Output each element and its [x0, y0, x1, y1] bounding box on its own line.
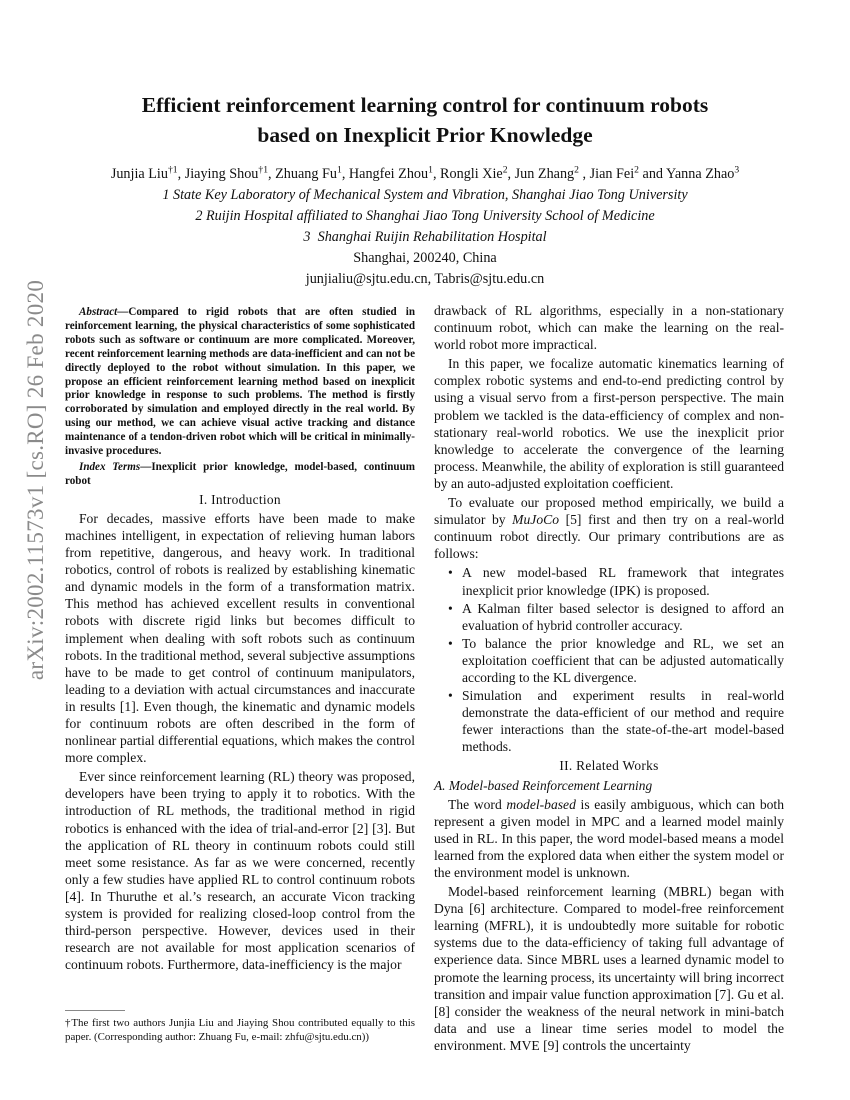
- abstract-text: —Compared to rigid robots that are often studied in reinforcement learning, the physical characteristics of some sophisticated robots such as software or continuum are more complicated. Moreover, recent reinforcement learning methods are data-inefficient and can not be directly deployed to the robot without simulation. In this paper, we propose an efficient reinforcement learning method based on inexplicit prior knowledge in response to such problems. The method is firstly corroborated by simulation and employed directly in the real world. By using our method, we can achieve visual active tracking and distance maintenance of a tendon-driven robot which will be critical in minimally-invasive procedures.: [65, 306, 415, 458]
- list-item: [448, 687, 784, 755]
- contact-emails: junjialiu@sjtu.edu.cn, Tabris@sjtu.edu.cn: [305, 271, 545, 287]
- author: Rongli Xie: [440, 166, 503, 182]
- paragraph: drawback of RL algorithms, especially in a non-stationary continuum robot, which can make the learning on the real-world robot more impractical.: [434, 303, 784, 353]
- footnote: †The first two authors Junjia Liu and Jiaying Shou contributed equally to this paper. (Corresponding author: Zhuang Fu, e-mail: zhfu@sjtu.edu.cn)): [65, 1017, 415, 1043]
- list-item-text: A Kalman filter based selector is designed to afford an evaluation of hybrid controller accuracy.: [462, 600, 784, 633]
- paragraph: Ever since reinforcement learning (RL) theory was proposed, developers have been trying to apply it to robotics. With the introduction of RL methods, the traditional method in rigid robotics is enhanced with the idea of trial-and-error [2] [3]. But the application of RL theory in continuum robots could still meet some resistance. As far as we were concerned, recently only a few studies have applied RL to control continuum robots [4]. In Thuruthe et al.’s research, an accurate Vicon tracking system is provided for realizing closed-loop control from the third-person perspective. However, devices used in their research are not available for most application scenarios of continuum robots. Furthermore, data-inefficiency is the major: [65, 769, 415, 973]
- text-run: To evaluate our proposed method empirically, we build a simulator by: [434, 495, 784, 528]
- title-line-1: Efficient reinforcement learning control for continuum robots: [141, 93, 709, 117]
- author-mark: 3: [734, 164, 740, 176]
- right-column: [434, 302, 784, 1056]
- affiliation-3: [40, 227, 810, 248]
- section-heading-related-works: II. Related Works: [559, 758, 659, 774]
- emphasis: MuJoCo: [512, 512, 559, 528]
- affiliation-1: [40, 185, 810, 206]
- author-list: Junjia Liu$^{\dagger 1}$, Jiaying Shou$^{\dagger 1}$, Zhuang Fu$^1$, Hangfei Zhou$^1$, Rongli Xie$^2$, Jun Zhang$^2$ , Jian Fei$^2$ and Yanna Zhao$^3$: [110, 164, 740, 182]
- paragraph: [434, 796, 784, 881]
- author-mark: †1: [258, 164, 269, 176]
- author: Hangfei Zhou: [348, 166, 429, 182]
- affiliation-number: 2: [195, 208, 203, 224]
- author: Zhuang Fu: [275, 166, 337, 182]
- abstract: [65, 306, 415, 459]
- affiliation-number: 3: [303, 229, 311, 245]
- subsection-heading: A. Model-based Reinforcement Learning: [434, 777, 653, 793]
- arxiv-stamp: [21, 279, 51, 681]
- paper-title: [60, 90, 790, 150]
- list-item-text: To balance the prior knowledge and RL, we set an exploitation coefficient that can be adjusted automatically according to the KL divergence.: [462, 635, 784, 685]
- left-column: [65, 306, 415, 975]
- bullet-icon: •: [448, 600, 453, 616]
- affiliation-number: 1: [162, 187, 170, 203]
- text-run: is easily ambiguous, which can both represent a given model in MPC and a learned model mainly used in RL. In this paper, the word model-based means a model learned from the explored data when either the system model or the environment model is unknown.: [434, 796, 784, 880]
- author-block: [40, 164, 810, 290]
- author-mark: 1: [428, 164, 433, 176]
- footnote-rule: [65, 1010, 125, 1011]
- author-mark: 2: [634, 164, 639, 176]
- list-item: [448, 635, 784, 686]
- list-item: [448, 564, 784, 598]
- list-item: [448, 600, 784, 634]
- index-terms-text: —Inexplicit prior knowledge, model-based, continuum robot: [65, 460, 415, 487]
- bullet-icon: •: [448, 635, 453, 651]
- abstract-label: Abstract: [79, 306, 118, 318]
- affiliation-city: Shanghai, 200240, China: [353, 250, 497, 266]
- affiliation-text: Shanghai Ruijin Rehabilitation Hospital: [317, 229, 547, 245]
- bullet-icon: •: [448, 688, 453, 704]
- author: Jian Fei: [589, 166, 635, 182]
- paragraph: For decades, massive efforts have been made to make machines intelligent, in expectation of relieving human labors from repetitive, dangerous, and heavy work. In traditional robotics, control of robots is realized by establishing kinematic and dynamic models in the form of a transformation matrix. This method has achieved excellent results in conventional robots with discrete rigid links but becomes difficult to implement when dealing with soft robots such as continuum robots. In the traditional method, several subjective assumptions have to be made to get control of continuum manipulators, leading to a deviation with actual circumstances and inaccurate in results [1]. Even though, the kinematic and dynamic models for continuum robots are often described in the form of nonlinear partial differential equations, which makes the control more complex.: [65, 510, 415, 766]
- text-run: [5] first and then try on a real-world continuum robot directly. Our primary contributions are as follows:: [434, 512, 784, 562]
- author-mark: 2: [502, 164, 508, 176]
- author: Jun Zhang: [514, 166, 575, 182]
- list-item-text: Simulation and experiment results in real-world demonstrate the data-efficient of our method and require fewer interactions than the state-of-the-art model-based methods.: [462, 688, 784, 755]
- author: Yanna Zhao: [666, 166, 735, 182]
- bullet-icon: •: [448, 565, 453, 581]
- affiliation-text: Ruijin Hospital affiliated to Shanghai Jiao Tong University School of Medicine: [205, 208, 655, 224]
- section-heading-introduction: I. Introduction: [199, 491, 281, 507]
- author-mark: †1: [167, 164, 178, 176]
- paragraph: Model-based reinforcement learning (MBRL) began with Dyna [6] architecture. Compared to model-free reinforcement learning (MFRL), it is undoubtedly more suitable for robotic systems due to the data-efficiency of taking full advantage of experience data. Since MBRL uses a learned dynamic model to promote the learning process, its uncertainty will bring incorrect transition and impair value function approximation [7]. Gu et al. [8] consider the weakness of the neural network in mini-batch data and use a linear time series model to model the environment. MVE [9] controls the uncertainty: [434, 884, 784, 1053]
- affiliation-2: [40, 206, 810, 227]
- arxiv-id: arXiv:2002.11573v1 [cs.RO] 26 Feb 2020: [23, 279, 48, 681]
- author-mark: 2: [574, 164, 579, 176]
- index-terms-label: Index Terms: [79, 460, 141, 473]
- paragraph: In this paper, we focalize automatic kinematics learning of complex robotic systems and end-to-end predicting control by using a visual servo from a first-person perspective. The main problem we tackled is the data-efficiency of complex and non-stationary real-world robotics. We use the inexplicit prior knowledge to accelerate the convergence of the learning process. Meanwhile, the ability of exploration is still guaranteed by an auto-adjusted exploitation coefficient.: [434, 356, 784, 491]
- text-run: The word: [448, 796, 507, 812]
- author-mark: 1: [337, 164, 342, 176]
- paragraph: [434, 494, 784, 562]
- affiliation-text: State Key Laboratory of Mechanical System and Vibration, Shanghai Jiao Tong University: [173, 187, 688, 203]
- title-line-2: based on Inexplicit Prior Knowledge: [257, 123, 593, 147]
- author: Junjia Liu: [110, 166, 168, 182]
- list-item-text: A new model-based RL framework that integrates inexplicit prior knowledge (IPK) is proposed.: [462, 565, 784, 598]
- contribution-list: [434, 564, 784, 755]
- index-terms: [65, 461, 415, 489]
- emphasis: model-based: [506, 796, 576, 812]
- author: Jiaying Shou: [184, 166, 259, 182]
